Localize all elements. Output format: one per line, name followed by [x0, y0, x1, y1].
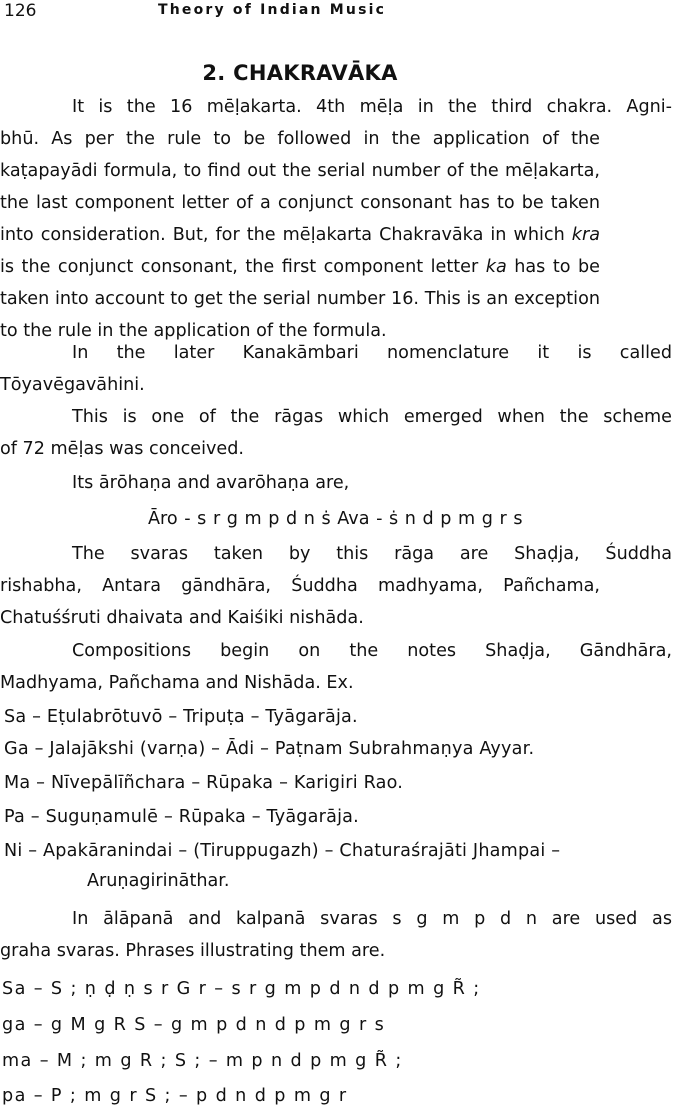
text-line [0, 256, 600, 278]
text-line: kaṭapayādi formula, to find out the serial number of the mēḷakarta, [0, 161, 600, 181]
text-line: Tōyavēgavāhini. [0, 375, 145, 395]
phrase-line: ga – g M g R S – g m p d n d p m g r s [2, 1015, 386, 1035]
text-line: It is the 16 mēḷakarta. 4th mēḷa in the third chakra. Agni- [72, 97, 672, 117]
text-line: Chatuśśruti dhaivata and Kaiśiki nishāda. [0, 608, 364, 628]
example-line: Ma – Nīvepālīñchara – Rūpaka – Karigiri Rao. [4, 773, 404, 793]
text-line: the last component letter of a conjunct consonant has to be taken [0, 193, 600, 213]
running-title: Theory of Indian Music [158, 2, 387, 18]
phrase-line: pa – P ; m g r S ; – p d n d p m g r [2, 1086, 348, 1106]
text-line: taken into account to get the serial number 16. This is an exception [0, 289, 600, 309]
text-line: graha svaras. Phrases illustrating them are. [0, 941, 386, 961]
example-line: Ni – Apakāranindai – (Tiruppugazh) – Chaturaśrajāti Jhampai – [4, 841, 561, 861]
text-span: has to be [514, 257, 601, 277]
italic-term: ka [485, 257, 507, 277]
text-line: of 72 mēḷas was conceived. [0, 439, 244, 459]
example-line: Sa – Eṭulabrōtuvō – Tripuṭa – Tyāgarāja. [4, 707, 358, 727]
phrase-line: Sa – S ; ṇ ḍ ṇ s r G r – s r g m p d n d p m g R̃ ; [2, 979, 481, 999]
text-line [0, 224, 600, 246]
scale-notation: Āro - s r g m p d n ṡ Ava - ṡ n d p m g r s [148, 509, 523, 529]
italic-term: kra [571, 225, 600, 245]
page-number: 126 [4, 1, 37, 21]
phrase-line: ma – M ; m g R ; S ; – m p n d p m g R̃ ; [2, 1051, 403, 1071]
text-line: Madhyama, Pañchama and Nishāda. Ex. [0, 673, 354, 693]
page-header [0, 0, 600, 24]
section-title: 2. CHAKRAVĀKA [202, 61, 398, 85]
text-span: into consideration. But, for the mēḷakarta Chakravāka in which [0, 225, 565, 245]
example-line: Aruṇagirināthar. [87, 871, 230, 891]
text-line: Its ārōhaṇa and avarōhaṇa are, [72, 473, 350, 493]
text-line: rishabha, Antara gāndhāra, Śuddha madhyama, Pañchama, [0, 576, 600, 596]
example-line: Ga – Jalajākshi (varṇa) – Ādi – Paṭnam Subrahmaṇya Ayyar. [4, 739, 535, 759]
example-line: Pa – Suguṇamulē – Rūpaka – Tyāgarāja. [4, 807, 359, 827]
text-line: to the rule in the application of the formula. [0, 321, 387, 341]
text-line: bhū. As per the rule to be followed in the application of the [0, 129, 600, 149]
text-line: In ālāpanā and kalpanā svaras s g m p d n are used as [72, 909, 672, 929]
text-span: is the conjunct consonant, the first component letter [0, 257, 479, 277]
text-line: In the later Kanakāmbari nomenclature it is called [72, 343, 672, 363]
text-line: This is one of the rāgas which emerged when the scheme [72, 407, 672, 427]
text-line: The svaras taken by this rāga are Shaḍja, Śuddha [72, 544, 672, 564]
text-line: Compositions begin on the notes Shaḍja, Gāndhāra, [72, 641, 672, 661]
